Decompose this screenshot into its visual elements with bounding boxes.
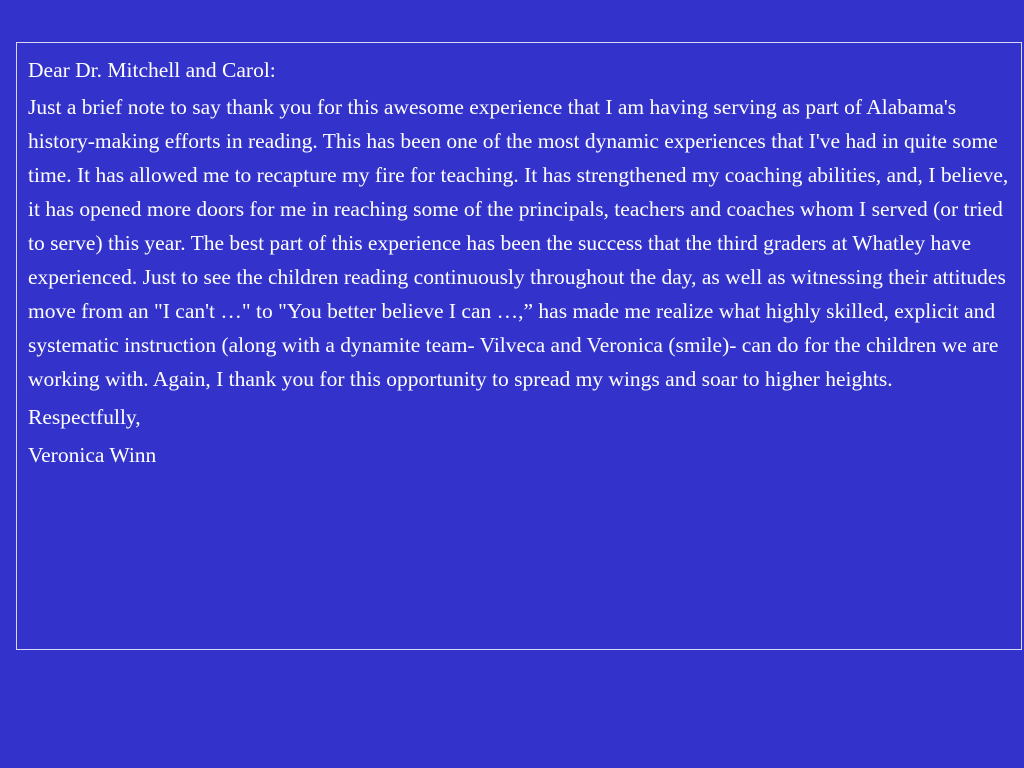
letter-closing: Respectfully, xyxy=(28,405,141,429)
letter-box xyxy=(16,42,1022,650)
letter-signature: Veronica Winn xyxy=(28,443,157,467)
letter-body: Just a brief note to say thank you for this awesome experience that I am having serving as part of Alabama's history-making efforts in reading. This has been one of the most dynamic experiences that I've had in quite some time. It has allowed me to recapture my fire for teaching. It has strengthened my coaching abilities, and, I believe, it has opened more doors for me in reaching some of the principals, teachers and coaches whom I served (or tried to serve) this year. The best part of this experience has been the success that the third graders at Whatley have experienced. Just to see the children reading continuously throughout the day, as well as witnessing their attitudes move from an "I can't …" to "You better believe I can …,” has made me realize what highly skilled, explicit and systematic instruction (along with a dynamite team- Vilveca and Veronica (smile)- can do for the children we are working with. Again, I thank you for this opportunity to spread my wings and soar to higher heights. xyxy=(28,95,1009,391)
letter-salutation: Dear Dr. Mitchell and Carol: xyxy=(28,58,276,82)
